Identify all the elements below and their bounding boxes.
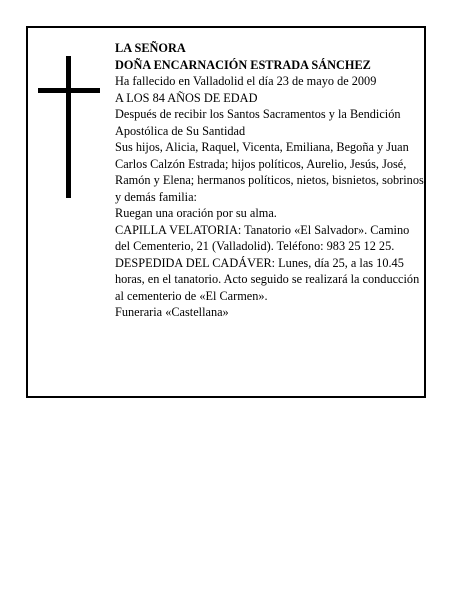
- obituary-notice: [26, 26, 426, 398]
- prayer-request: Ruegan una oración por su alma.: [115, 206, 277, 220]
- family-line: Sus hijos, Alicia, Raquel, Vicenta, Emiliana, Begoña y Juan Carlos Calzón Estrada; hijos políticos, Aurelio, Jesús, José, Ramón y Elena; hermanos políticos, nietos, bisnietos, sobrinos y demás familia:: [115, 140, 424, 204]
- chapel-info: CAPILLA VELATORIA: Tanatorio «El Salvador». Camino del Cementerio, 21 (Valladolid). Teléfono: 983 25 12 25.: [115, 222, 410, 253]
- death-line: Ha fallecido en Valladolid el día 23 de mayo de 2009: [115, 74, 377, 88]
- latin-cross-icon: [38, 56, 100, 198]
- cross-vertical-bar: [66, 56, 71, 198]
- sacraments-line: Después de recibir los Santos Sacramentos y la Bendición Apostólica de Su Santidad: [115, 107, 401, 138]
- age-line: A LOS 84 AÑOS DE EDAD: [115, 90, 258, 105]
- deceased-name: DOÑA ENCARNACIÓN ESTRADA SÁNCHEZ: [115, 57, 371, 72]
- funeral-home: Funeraria «Castellana»: [115, 305, 229, 319]
- farewell-info: DESPEDIDA DEL CADÁVER: Lunes, día 25, a las 10.45 horas, en el tanatorio. Acto seguido se realizará la conducción al cementerio de «El Carmen».: [115, 255, 420, 303]
- cross-horizontal-bar: [38, 88, 100, 93]
- honorific: LA SEÑORA: [115, 41, 186, 55]
- notice-text: [115, 40, 427, 321]
